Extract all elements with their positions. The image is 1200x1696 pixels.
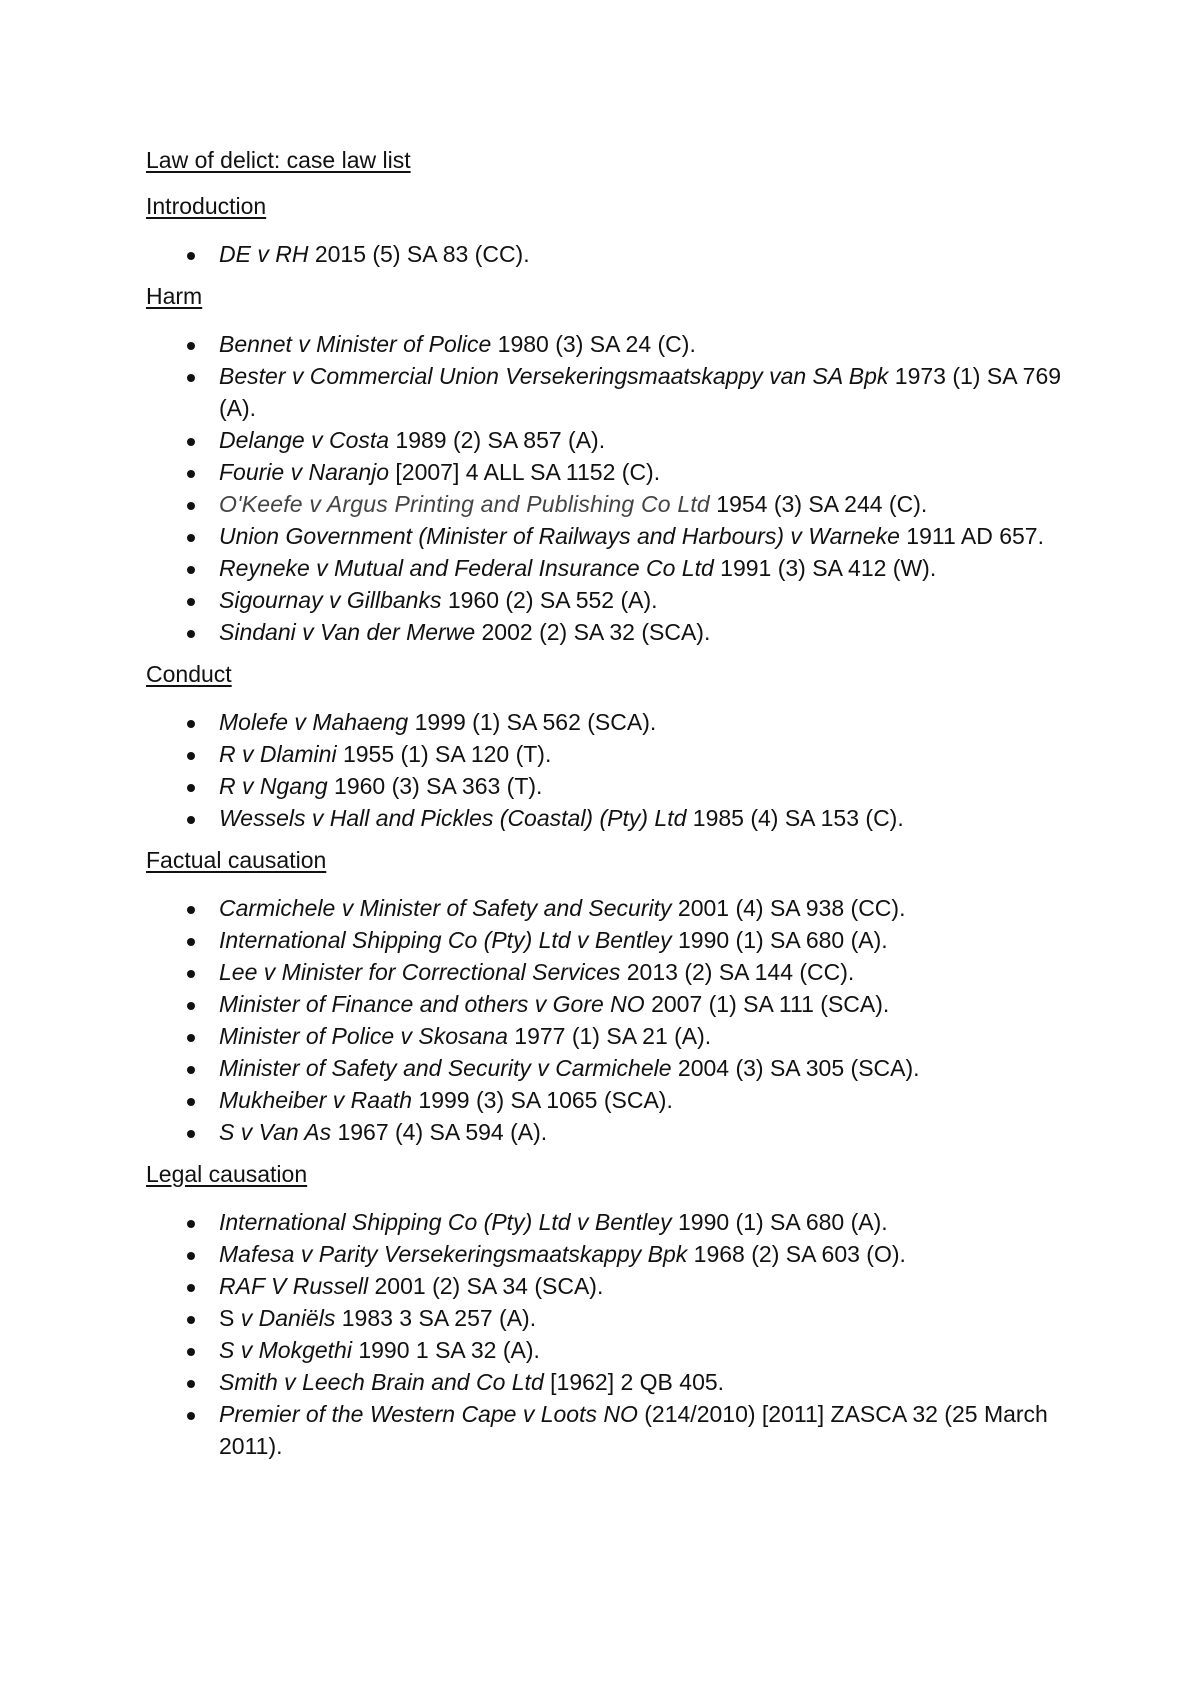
case-name: RAF V Russell xyxy=(219,1273,369,1299)
case-list-legal-causation xyxy=(146,1206,1076,1462)
bullet-icon xyxy=(187,906,195,914)
bullet-icon xyxy=(187,1098,195,1106)
case-citation: 1960 (3) SA 363 (T). xyxy=(327,773,543,799)
case-name: R v Ngang xyxy=(219,773,328,799)
case-name: Bennet v Minister of Police xyxy=(219,331,492,357)
case-name: DE v RH xyxy=(219,241,309,267)
case-name: Bester v Commercial Union Versekeringsmaatskappy van SA Bpk xyxy=(219,363,889,389)
case-name: Minister of Safety and Security v Carmichele xyxy=(219,1055,672,1081)
bullet-icon xyxy=(187,374,195,382)
bullet-icon xyxy=(187,1348,195,1356)
list-item xyxy=(146,988,1076,1020)
case-citation: 1990 (1) SA 680 (A). xyxy=(671,1209,888,1235)
case-name: Mafesa v Parity Versekeringsmaatskappy Bpk xyxy=(219,1241,688,1267)
section-heading-factual-causation: Factual causation xyxy=(146,847,327,873)
case-citation: 1985 (4) SA 153 (C). xyxy=(686,805,904,831)
case-citation: 1990 (1) SA 680 (A). xyxy=(671,927,888,953)
list-item xyxy=(146,424,1076,456)
bullet-icon xyxy=(187,598,195,606)
list-item xyxy=(146,956,1076,988)
bullet-icon xyxy=(187,1220,195,1228)
list-item xyxy=(146,1206,1076,1238)
case-citation: 2001 (4) SA 938 (CC). xyxy=(671,895,906,921)
case-name: Delange v Costa xyxy=(219,427,390,453)
section-heading-legal-causation: Legal causation xyxy=(146,1161,308,1187)
document-title: Law of delict: case law list xyxy=(146,147,411,173)
case-citation: [1962] 2 QB 405. xyxy=(543,1369,725,1395)
list-item xyxy=(146,1020,1076,1052)
list-item xyxy=(146,770,1076,802)
section-heading-introduction: Introduction xyxy=(146,193,267,219)
case-name: Premier of the Western Cape v Loots NO xyxy=(219,1401,638,1427)
bullet-icon xyxy=(187,1380,195,1388)
case-name: Lee v Minister for Correctional Services xyxy=(219,959,621,985)
case-name: R v Dlamini xyxy=(219,741,337,767)
list-item xyxy=(146,738,1076,770)
case-citation: 2001 (2) SA 34 (SCA). xyxy=(368,1273,604,1299)
bullet-icon xyxy=(187,1412,195,1420)
case-name: Minister of Finance and others v Gore NO xyxy=(219,991,645,1017)
case-name: International Shipping Co (Pty) Ltd v Bentley xyxy=(219,1209,672,1235)
bullet-icon xyxy=(187,566,195,574)
bullet-icon xyxy=(187,938,195,946)
bullet-icon xyxy=(187,470,195,478)
case-citation: 1990 1 SA 32 (A). xyxy=(351,1337,540,1363)
list-item xyxy=(146,238,1076,270)
list-item xyxy=(146,706,1076,738)
case-list-introduction xyxy=(146,238,1076,270)
bullet-icon xyxy=(187,720,195,728)
case-citation: 2015 (5) SA 83 (CC). xyxy=(308,241,530,267)
list-item xyxy=(146,1302,1076,1334)
case-name: Mukheiber v Raath xyxy=(219,1087,413,1113)
case-citation: 1911 AD 657. xyxy=(899,523,1044,549)
list-item xyxy=(146,1052,1076,1084)
case-citation: 1977 (1) SA 21 (A). xyxy=(507,1023,712,1049)
list-item xyxy=(146,456,1076,488)
bullet-icon xyxy=(187,252,195,260)
bullet-icon xyxy=(187,784,195,792)
list-item xyxy=(146,1334,1076,1366)
bullet-icon xyxy=(187,970,195,978)
case-name-prefix: S xyxy=(219,1305,241,1331)
bullet-icon xyxy=(187,1066,195,1074)
case-name: Wessels v Hall and Pickles (Coastal) (Pty) Ltd xyxy=(219,805,687,831)
case-name: Sigournay v Gillbanks xyxy=(219,587,442,613)
list-item xyxy=(146,584,1076,616)
list-item xyxy=(146,1366,1076,1398)
bullet-icon xyxy=(187,438,195,446)
case-citation: 1980 (3) SA 24 (C). xyxy=(491,331,696,357)
bullet-icon xyxy=(187,1034,195,1042)
case-citation: 1999 (3) SA 1065 (SCA). xyxy=(412,1087,673,1113)
case-citation: 1968 (2) SA 603 (O). xyxy=(687,1241,906,1267)
case-list-harm xyxy=(146,328,1076,648)
case-list-factual-causation xyxy=(146,892,1076,1148)
case-citation: 1991 (3) SA 412 (W). xyxy=(713,555,937,581)
case-name: Fourie v Naranjo xyxy=(219,459,390,485)
case-citation: 2013 (2) SA 144 (CC). xyxy=(620,959,855,985)
case-name: Union Government (Minister of Railways and Harbours) v Warneke xyxy=(219,523,900,549)
case-name: Carmichele v Minister of Safety and Security xyxy=(219,895,672,921)
list-item xyxy=(146,520,1076,552)
case-citation: 1999 (1) SA 562 (SCA). xyxy=(408,709,657,735)
case-citation: 1955 (1) SA 120 (T). xyxy=(336,741,552,767)
list-item xyxy=(146,802,1076,834)
case-name: Sindani v Van der Merwe xyxy=(219,619,476,645)
case-name: S v Van As xyxy=(219,1119,332,1145)
case-name: S v Mokgethi xyxy=(219,1337,352,1363)
case-citation: 2004 (3) SA 305 (SCA). xyxy=(671,1055,920,1081)
case-name: Smith v Leech Brain and Co Ltd xyxy=(219,1369,544,1395)
case-citation: 1960 (2) SA 552 (A). xyxy=(441,587,658,613)
list-item xyxy=(146,1238,1076,1270)
list-item xyxy=(146,1398,1076,1462)
list-item xyxy=(146,924,1076,956)
case-citation: 2007 (1) SA 111 (SCA). xyxy=(644,991,890,1017)
case-citation: 1973 (1) SA 769 (A). xyxy=(219,363,1062,421)
bullet-icon xyxy=(187,752,195,760)
list-item xyxy=(146,488,1076,520)
case-citation: (214/2010) [2011] ZASCA 32 (25 March 2011). xyxy=(219,1401,1048,1459)
bullet-icon xyxy=(187,1252,195,1260)
case-citation: 1983 3 SA 257 (A). xyxy=(335,1305,537,1331)
list-item xyxy=(146,360,1076,424)
bullet-icon xyxy=(187,342,195,350)
section-heading-conduct: Conduct xyxy=(146,661,232,687)
case-name: Molefe v Mahaeng xyxy=(219,709,409,735)
list-item xyxy=(146,328,1076,360)
case-name: O'Keefe v Argus Printing and Publishing Co Ltd xyxy=(219,491,710,517)
list-item xyxy=(146,1116,1076,1148)
case-citation: 1967 (4) SA 594 (A). xyxy=(331,1119,548,1145)
case-citation: [2007] 4 ALL SA 1152 (C). xyxy=(389,459,661,485)
bullet-icon xyxy=(187,816,195,824)
bullet-icon xyxy=(187,1002,195,1010)
list-item xyxy=(146,892,1076,924)
case-citation: 1989 (2) SA 857 (A). xyxy=(389,427,606,453)
case-name: International Shipping Co (Pty) Ltd v Bentley xyxy=(219,927,672,953)
list-item xyxy=(146,552,1076,584)
bullet-icon xyxy=(187,1130,195,1138)
list-item xyxy=(146,1084,1076,1116)
case-list-conduct xyxy=(146,706,1076,834)
bullet-icon xyxy=(187,502,195,510)
list-item xyxy=(146,1270,1076,1302)
document-page xyxy=(146,144,1076,1462)
case-citation: 2002 (2) SA 32 (SCA). xyxy=(475,619,711,645)
case-name: Reyneke v Mutual and Federal Insurance Co Ltd xyxy=(219,555,714,581)
case-name: Minister of Police v Skosana xyxy=(219,1023,508,1049)
bullet-icon xyxy=(187,1284,195,1292)
list-item xyxy=(146,616,1076,648)
case-citation: 1954 (3) SA 244 (C). xyxy=(709,491,928,517)
section-heading-harm: Harm xyxy=(146,283,203,309)
bullet-icon xyxy=(187,534,195,542)
bullet-icon xyxy=(187,630,195,638)
case-name: v Daniëls xyxy=(240,1305,336,1331)
bullet-icon xyxy=(187,1316,195,1324)
